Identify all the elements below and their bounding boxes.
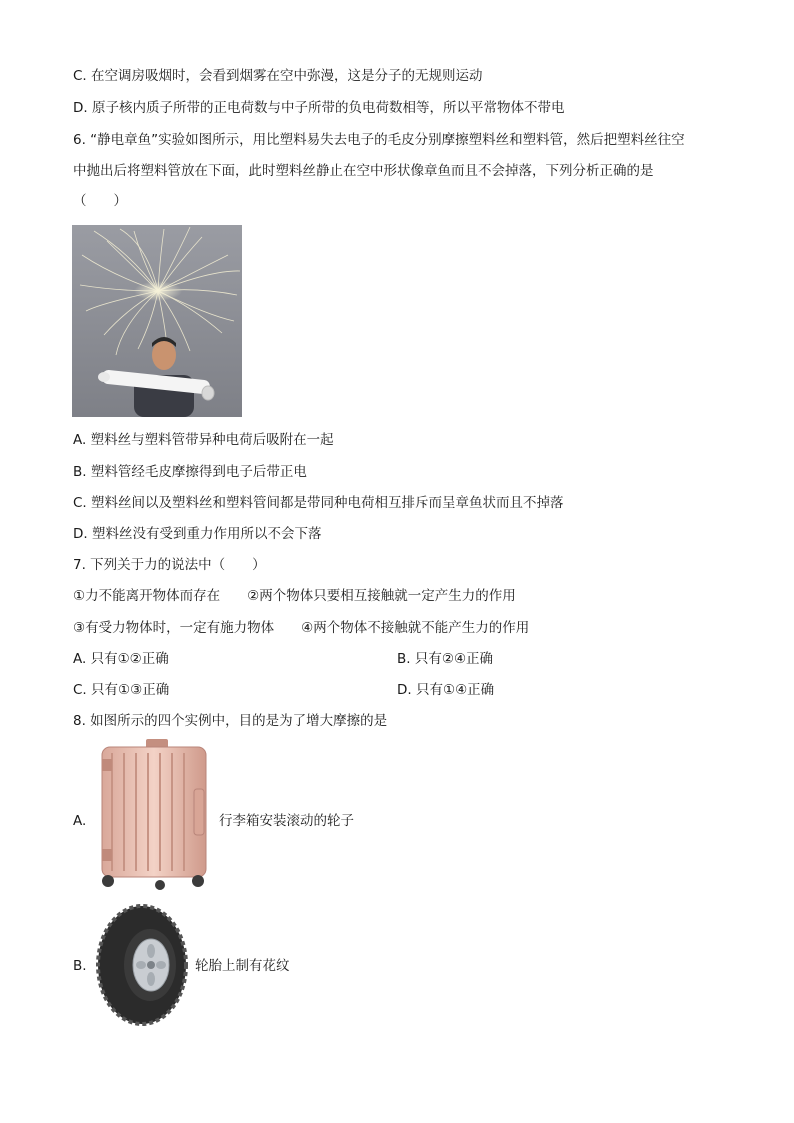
q7-option-c: C. 只有①③正确 (73, 682, 170, 698)
q6-answer-blank: （ ） (73, 193, 127, 209)
q8-option-b-letter: B. (73, 958, 87, 974)
q8-option-a-caption: 行李箱安装滚动的轮子 (219, 813, 354, 829)
q7-statements-1-2: ①力不能离开物体而存在 ②两个物体只要相互接触就一定产生力的作用 (73, 588, 516, 604)
q6-option-a: A. 塑料丝与塑料管带异种电荷后吸附在一起 (73, 432, 334, 448)
q8-stem: 8. 如图所示的四个实例中，目的是为了增大摩擦的是 (73, 713, 388, 729)
q7-option-a: A. 只有①②正确 (73, 651, 169, 667)
q6-option-c: C. 塑料丝间以及塑料丝和塑料管间都是带同种电荷相互排斥而呈章鱼状而且不掉落 (73, 495, 564, 511)
q7-option-b: B. 只有②④正确 (397, 651, 494, 667)
q7-stem: 7. 下列关于力的说法中（ ） (73, 557, 266, 573)
q6-option-b: B. 塑料管经毛皮摩擦得到电子后带正电 (73, 464, 307, 480)
q6-option-d: D. 塑料丝没有受到重力作用所以不会下落 (73, 526, 322, 542)
q5-option-c: C. 在空调房吸烟时，会看到烟雾在空中弥漫，这是分子的无规则运动 (73, 68, 483, 84)
static-octopus-photo (72, 225, 242, 417)
suitcase-photo (94, 739, 214, 892)
q8-option-a-letter: A. (73, 813, 87, 829)
q7-option-d: D. 只有①④正确 (397, 682, 495, 698)
q5-option-d: D. 原子核内质子所带的正电荷数与中子所带的负电荷数相等，所以平常物体不带电 (73, 100, 565, 116)
tire-photo (96, 904, 188, 1026)
q8-option-b-caption: 轮胎上制有花纹 (195, 958, 290, 974)
q7-statements-3-4: ③有受力物体时，一定有施力物体 ④两个物体不接触就不能产生力的作用 (73, 620, 530, 636)
q6-stem-line-1: 6. “静电章鱼”实验如图所示，用比塑料易失去电子的毛皮分别摩擦塑料丝和塑料管，然后把塑料丝往空 (73, 132, 685, 148)
q6-stem-line-2: 中抛出后将塑料管放在下面，此时塑料丝静止在空中形状像章鱼而且不会掉落，下列分析正确的是 (73, 163, 654, 179)
